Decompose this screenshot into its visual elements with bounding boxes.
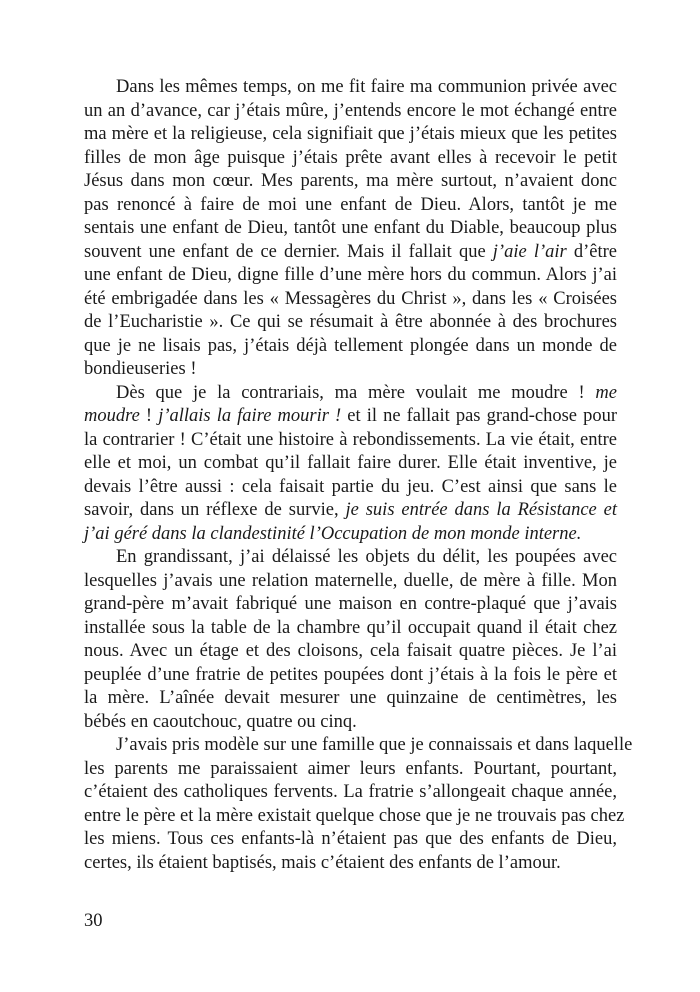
text-line xyxy=(84,664,617,688)
text-line xyxy=(84,687,617,711)
text-line xyxy=(84,264,617,288)
page-number: 30 xyxy=(84,911,103,931)
text-segment: nous. Avec un étage et des cloisons, cela faisait quatre pièces. Je l’ai xyxy=(84,641,617,661)
text-line xyxy=(84,711,617,735)
paragraph xyxy=(84,546,617,734)
text-segment: la mère. L’aînée devait mesurer une quinzaine de centimètres, les xyxy=(84,688,617,708)
text-line xyxy=(84,76,617,100)
text-line xyxy=(84,288,617,312)
text-line xyxy=(84,805,625,829)
text-segment: devais l’être aussi : cela faisait partie du jeu. C’est ainsi que sans le xyxy=(84,476,617,497)
text-segment: entre le père et la mère existait quelque chose que je ne trouvais pas chez xyxy=(84,805,625,826)
text-segment: Dès que je la contrariais, ma mère voulait me moudre ! xyxy=(116,382,596,403)
page-body xyxy=(84,76,633,875)
text-line xyxy=(84,617,617,641)
text-line xyxy=(84,828,617,852)
italic-text: j’allais la faire mourir ! xyxy=(158,406,342,426)
text-line xyxy=(84,852,617,876)
italic-text: me xyxy=(595,382,617,403)
text-segment: les miens. Tous ces enfants-là n’étaient pas que des enfants de Dieu, xyxy=(84,829,617,849)
text-segment: les parents me paraissaient aimer leurs enfants. Pourtant, pourtant, xyxy=(84,758,617,779)
text-segment: pas renoncé à faire de moi une enfant de Dieu. Alors, tantôt je me xyxy=(84,194,617,215)
text-line xyxy=(84,452,617,476)
text-segment: la contrarier ! C’était une histoire à rebondissements. La vie était, entre xyxy=(84,429,617,450)
text-segment: installée sous la table de la chambre qu’il occupait quand il était chez xyxy=(84,617,617,638)
text-segment: c’étaient des catholiques fervents. La fratrie s’allongeait chaque année, xyxy=(84,782,617,802)
text-segment: filles de mon âge puisque j’étais prête avant elles à recevoir le petit xyxy=(84,147,617,168)
text-line xyxy=(84,100,617,124)
text-line xyxy=(84,358,617,382)
text-segment: sentais une enfant de Dieu, tantôt une enfant du Diable, beaucoup plus xyxy=(84,218,617,238)
text-line xyxy=(84,734,633,758)
text-line xyxy=(84,194,617,218)
text-segment: été embrigadée dans les « Messagères du Christ », dans les « Croisées xyxy=(84,288,617,309)
text-line xyxy=(84,147,617,171)
text-segment: elle et moi, un combat qu’il fallait faire durer. Elle était inventive, je xyxy=(84,453,617,473)
text-segment: En grandissant, j’ai délaissé les objets du délit, les poupées avec xyxy=(116,547,617,567)
text-line xyxy=(84,170,617,194)
text-line xyxy=(84,123,617,147)
text-segment: bondieuseries ! xyxy=(84,359,197,379)
text-segment: certes, ils étaient baptisés, mais c’étaient des enfants de l’amour. xyxy=(84,852,561,873)
text-line xyxy=(84,311,617,335)
text-segment: peuplée d’une fratrie de petites poupées dont j’étais à la fois le père et xyxy=(84,664,617,685)
text-segment: souvent une enfant de ce dernier. Mais il fallait que xyxy=(84,241,493,262)
text-segment: et il ne fallait pas grand-chose pour xyxy=(341,406,617,426)
paragraph xyxy=(84,382,617,547)
italic-text: moudre xyxy=(84,406,140,426)
text-line xyxy=(84,241,617,265)
text-segment: Dans les mêmes temps, on me fit faire ma communion privée avec xyxy=(116,77,617,97)
text-segment: ! xyxy=(139,406,159,426)
text-line xyxy=(84,382,617,406)
text-segment: Jésus dans mon cœur. Mes parents, ma mère surtout, n’avaient donc xyxy=(84,171,617,191)
text-line xyxy=(84,217,617,241)
italic-text: j’aie l’air xyxy=(492,241,567,262)
text-line xyxy=(84,335,617,359)
text-line xyxy=(84,593,617,617)
text-segment: de l’Eucharistie ». Ce qui se résumait à être abonnée à des brochures xyxy=(84,312,617,332)
text-line xyxy=(84,781,617,805)
paragraph xyxy=(84,76,617,382)
text-line xyxy=(84,476,617,500)
text-line xyxy=(84,405,617,429)
text-line xyxy=(84,640,617,664)
text-line xyxy=(84,429,617,453)
text-line xyxy=(84,570,617,594)
text-segment: que je ne lisais pas, j’étais déjà tellement plongée dans un monde de xyxy=(84,335,617,356)
text-segment: bébés en caoutchouc, quatre ou cinq. xyxy=(84,711,357,732)
italic-text: j’ai géré dans la clandestinité l’Occupation de mon monde interne. xyxy=(84,523,582,544)
text-segment: savoir, dans un réflexe de survie, xyxy=(84,500,346,520)
text-segment: J’avais pris modèle sur une famille que je connaissais et dans laquelle xyxy=(116,735,633,755)
italic-text: je suis entrée dans la Résistance et xyxy=(345,500,617,520)
paragraph xyxy=(84,734,633,875)
text-segment: d’être xyxy=(566,241,617,262)
text-segment: un an d’avance, car j’étais mûre, j’entends encore le mot échangé entre xyxy=(84,100,617,121)
text-segment: ma mère et la religieuse, cela signifiait que j’étais mieux que les petites xyxy=(84,124,617,144)
text-line xyxy=(84,523,617,547)
text-segment: grand-père m’avait fabriqué une maison en contre-plaqué que j’avais xyxy=(84,594,617,614)
text-line xyxy=(84,758,617,782)
text-line xyxy=(84,499,617,523)
text-segment: lesquelles j’avais une relation maternelle, duelle, de mère à fille. Mon xyxy=(84,570,617,591)
text-segment: une enfant de Dieu, digne fille d’une mère hors du commun. Alors j’ai xyxy=(84,265,617,285)
text-line xyxy=(84,546,617,570)
